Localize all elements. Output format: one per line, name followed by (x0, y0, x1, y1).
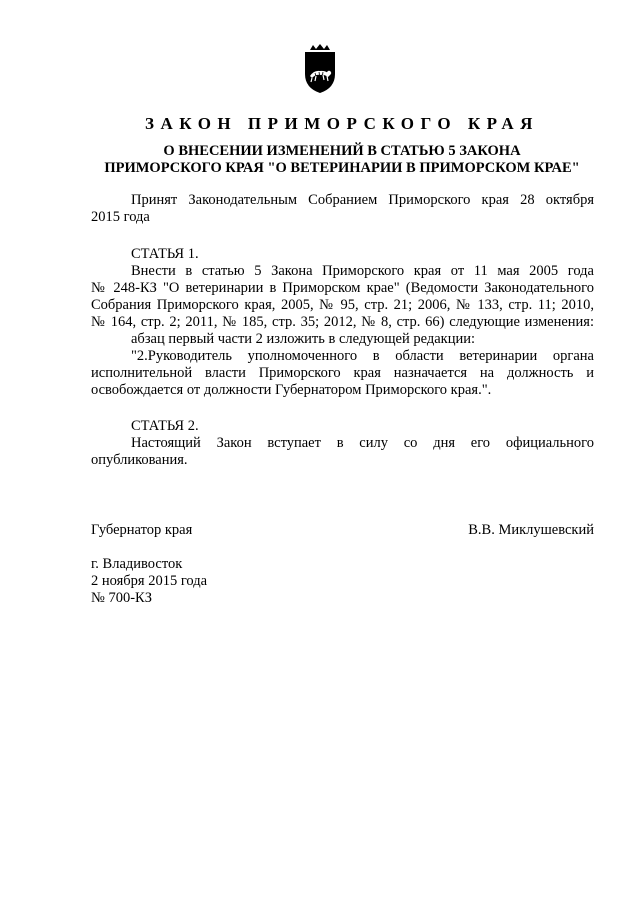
adoption-note (91, 192, 594, 226)
article-text-line: № 248-КЗ "О ветеринарии в Приморском крае" (Ведомости Законодательного (91, 280, 594, 296)
city: г. Владивосток (91, 556, 183, 572)
article-text-line: Настоящий Закон вступает в силу со дня его официального (131, 435, 594, 451)
law-subtitle (90, 143, 594, 177)
article-heading: СТАТЬЯ 2. (131, 418, 199, 434)
place-date-block (91, 556, 207, 607)
subtitle-line: ПРИМОРСКОГО КРАЯ "О ВЕТЕРИНАРИИ В ПРИМОРСКОМ КРАЕ" (104, 160, 580, 176)
article-text-line: Внести в статью 5 Закона Приморского края от 11 мая 2005 года (131, 263, 594, 279)
article-text-line: № 164, стр. 2; 2011, № 185, стр. 35; 2012, № 8, стр. 66) следующие изменения: (91, 314, 594, 330)
article-text-line: опубликования. (91, 452, 188, 468)
article-heading: СТАТЬЯ 1. (131, 246, 199, 262)
article-quote-line: освобождается от должности Губернатором Приморского края.". (91, 382, 492, 398)
article-text-line: абзац первый части 2 изложить в следующей редакции: (131, 331, 475, 347)
article-2 (91, 418, 594, 469)
signing-date: 2 ноября 2015 года (91, 573, 208, 589)
law-title: ЗАКОН ПРИМОРСКОГО КРАЯ (145, 114, 539, 133)
article-quote-line: "2.Руководитель уполномоченного в области ветеринарии органа (131, 348, 594, 364)
article-quote-line: исполнительной власти Приморского края назначается на должность и (91, 365, 594, 381)
subtitle-line: О ВНЕСЕНИИ ИЗМЕНЕНИЙ В СТАТЬЮ 5 ЗАКОНА (163, 143, 521, 159)
law-number: № 700-КЗ (91, 590, 152, 606)
signatory-position: Губернатор края (91, 522, 193, 538)
primorsky-krai-coat-of-arms-icon (300, 44, 340, 94)
adoption-line: 2015 года (91, 209, 150, 225)
article-text-line: Собрания Приморского края, 2005, № 95, стр. 21; 2006, № 133, стр. 11; 2010, (91, 297, 594, 313)
adoption-line: Принят Законодательным Собранием Приморского края 28 октября (131, 192, 594, 208)
article-1 (91, 246, 594, 399)
signatory-name: В.В. Миклушевский (468, 522, 594, 538)
